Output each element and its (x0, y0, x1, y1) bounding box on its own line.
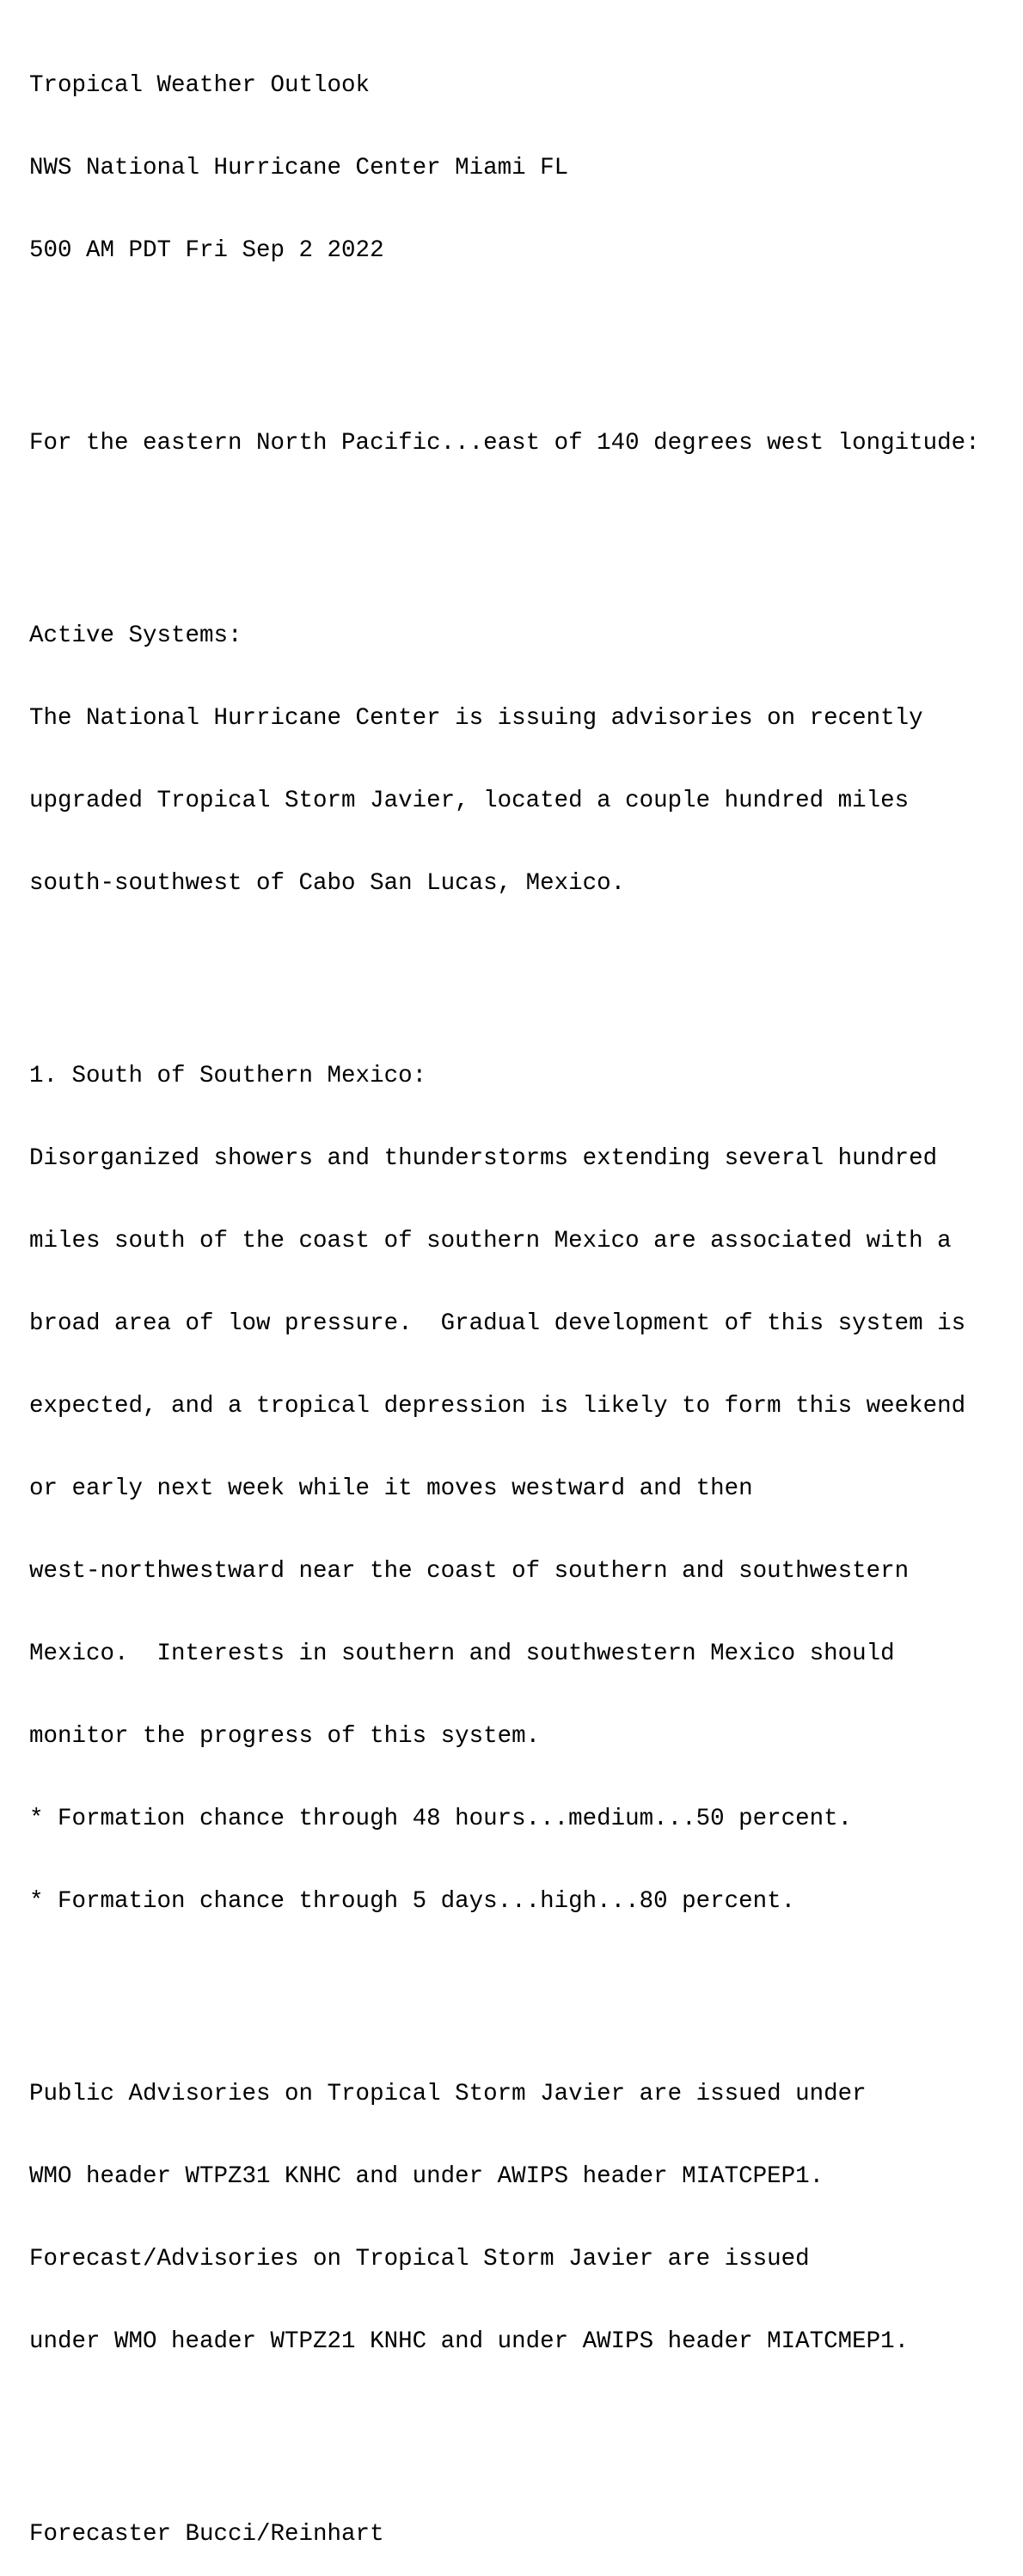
spacer (29, 320, 980, 347)
advisory-line: WMO header WTPZ31 KNHC and under AWIPS header MIATCPEP1. (29, 2163, 824, 2190)
outlook-document (29, 17, 980, 2576)
outlook-item-line: or early next week while it moves westward and then (29, 1475, 753, 1502)
issue-time: 500 AM PDT Fri Sep 2 2022 (29, 237, 384, 264)
formation-chance-5d: * Formation chance through 5 days...high...80 percent. (29, 1888, 796, 1915)
spacer (29, 2411, 980, 2438)
region-statement: For the eastern North Pacific...east of 140 degrees west longitude: (29, 430, 980, 457)
active-systems-heading: Active Systems: (29, 623, 242, 649)
outlook-item-line: expected, and a tropical depression is likely to form this weekend (29, 1393, 966, 1420)
forecaster-signature: Forecaster Bucci/Reinhart (29, 2521, 384, 2548)
advisory-line: Forecast/Advisories on Tropical Storm Javier are issued (29, 2246, 810, 2272)
formation-chance-48h: * Formation chance through 48 hours...medium...50 percent. (29, 1806, 853, 1832)
outlook-item-line: west-northwestward near the coast of southern and southwestern (29, 1558, 910, 1585)
outlook-item-heading: 1. South of Southern Mexico: (29, 1063, 427, 1089)
spacer (29, 512, 980, 540)
spacer (29, 953, 980, 980)
issuing-office: NWS National Hurricane Center Miami FL (29, 155, 569, 181)
active-systems-line: The National Hurricane Center is issuing advisories on recently (29, 705, 923, 732)
spacer (29, 1971, 980, 1998)
outlook-item-line: monitor the progress of this system. (29, 1723, 541, 1750)
outlook-item-line: broad area of low pressure. Gradual development of this system is (29, 1310, 966, 1337)
outlook-item-line: Disorganized showers and thunderstorms extending several hundred (29, 1145, 938, 1172)
advisory-line: Public Advisories on Tropical Storm Javier are issued under (29, 2081, 867, 2107)
active-systems-line: south-southwest of Cabo San Lucas, Mexico. (29, 870, 626, 897)
outlook-item-line: miles south of the coast of southern Mexico are associated with a (29, 1228, 952, 1254)
document-title: Tropical Weather Outlook (29, 72, 371, 99)
outlook-item-line: Mexico. Interests in southern and southwestern Mexico should (29, 1641, 895, 1667)
active-systems-line: upgraded Tropical Storm Javier, located a couple hundred miles (29, 788, 910, 814)
advisory-line: under WMO header WTPZ21 KNHC and under AWIPS header MIATCMEP1. (29, 2328, 910, 2355)
